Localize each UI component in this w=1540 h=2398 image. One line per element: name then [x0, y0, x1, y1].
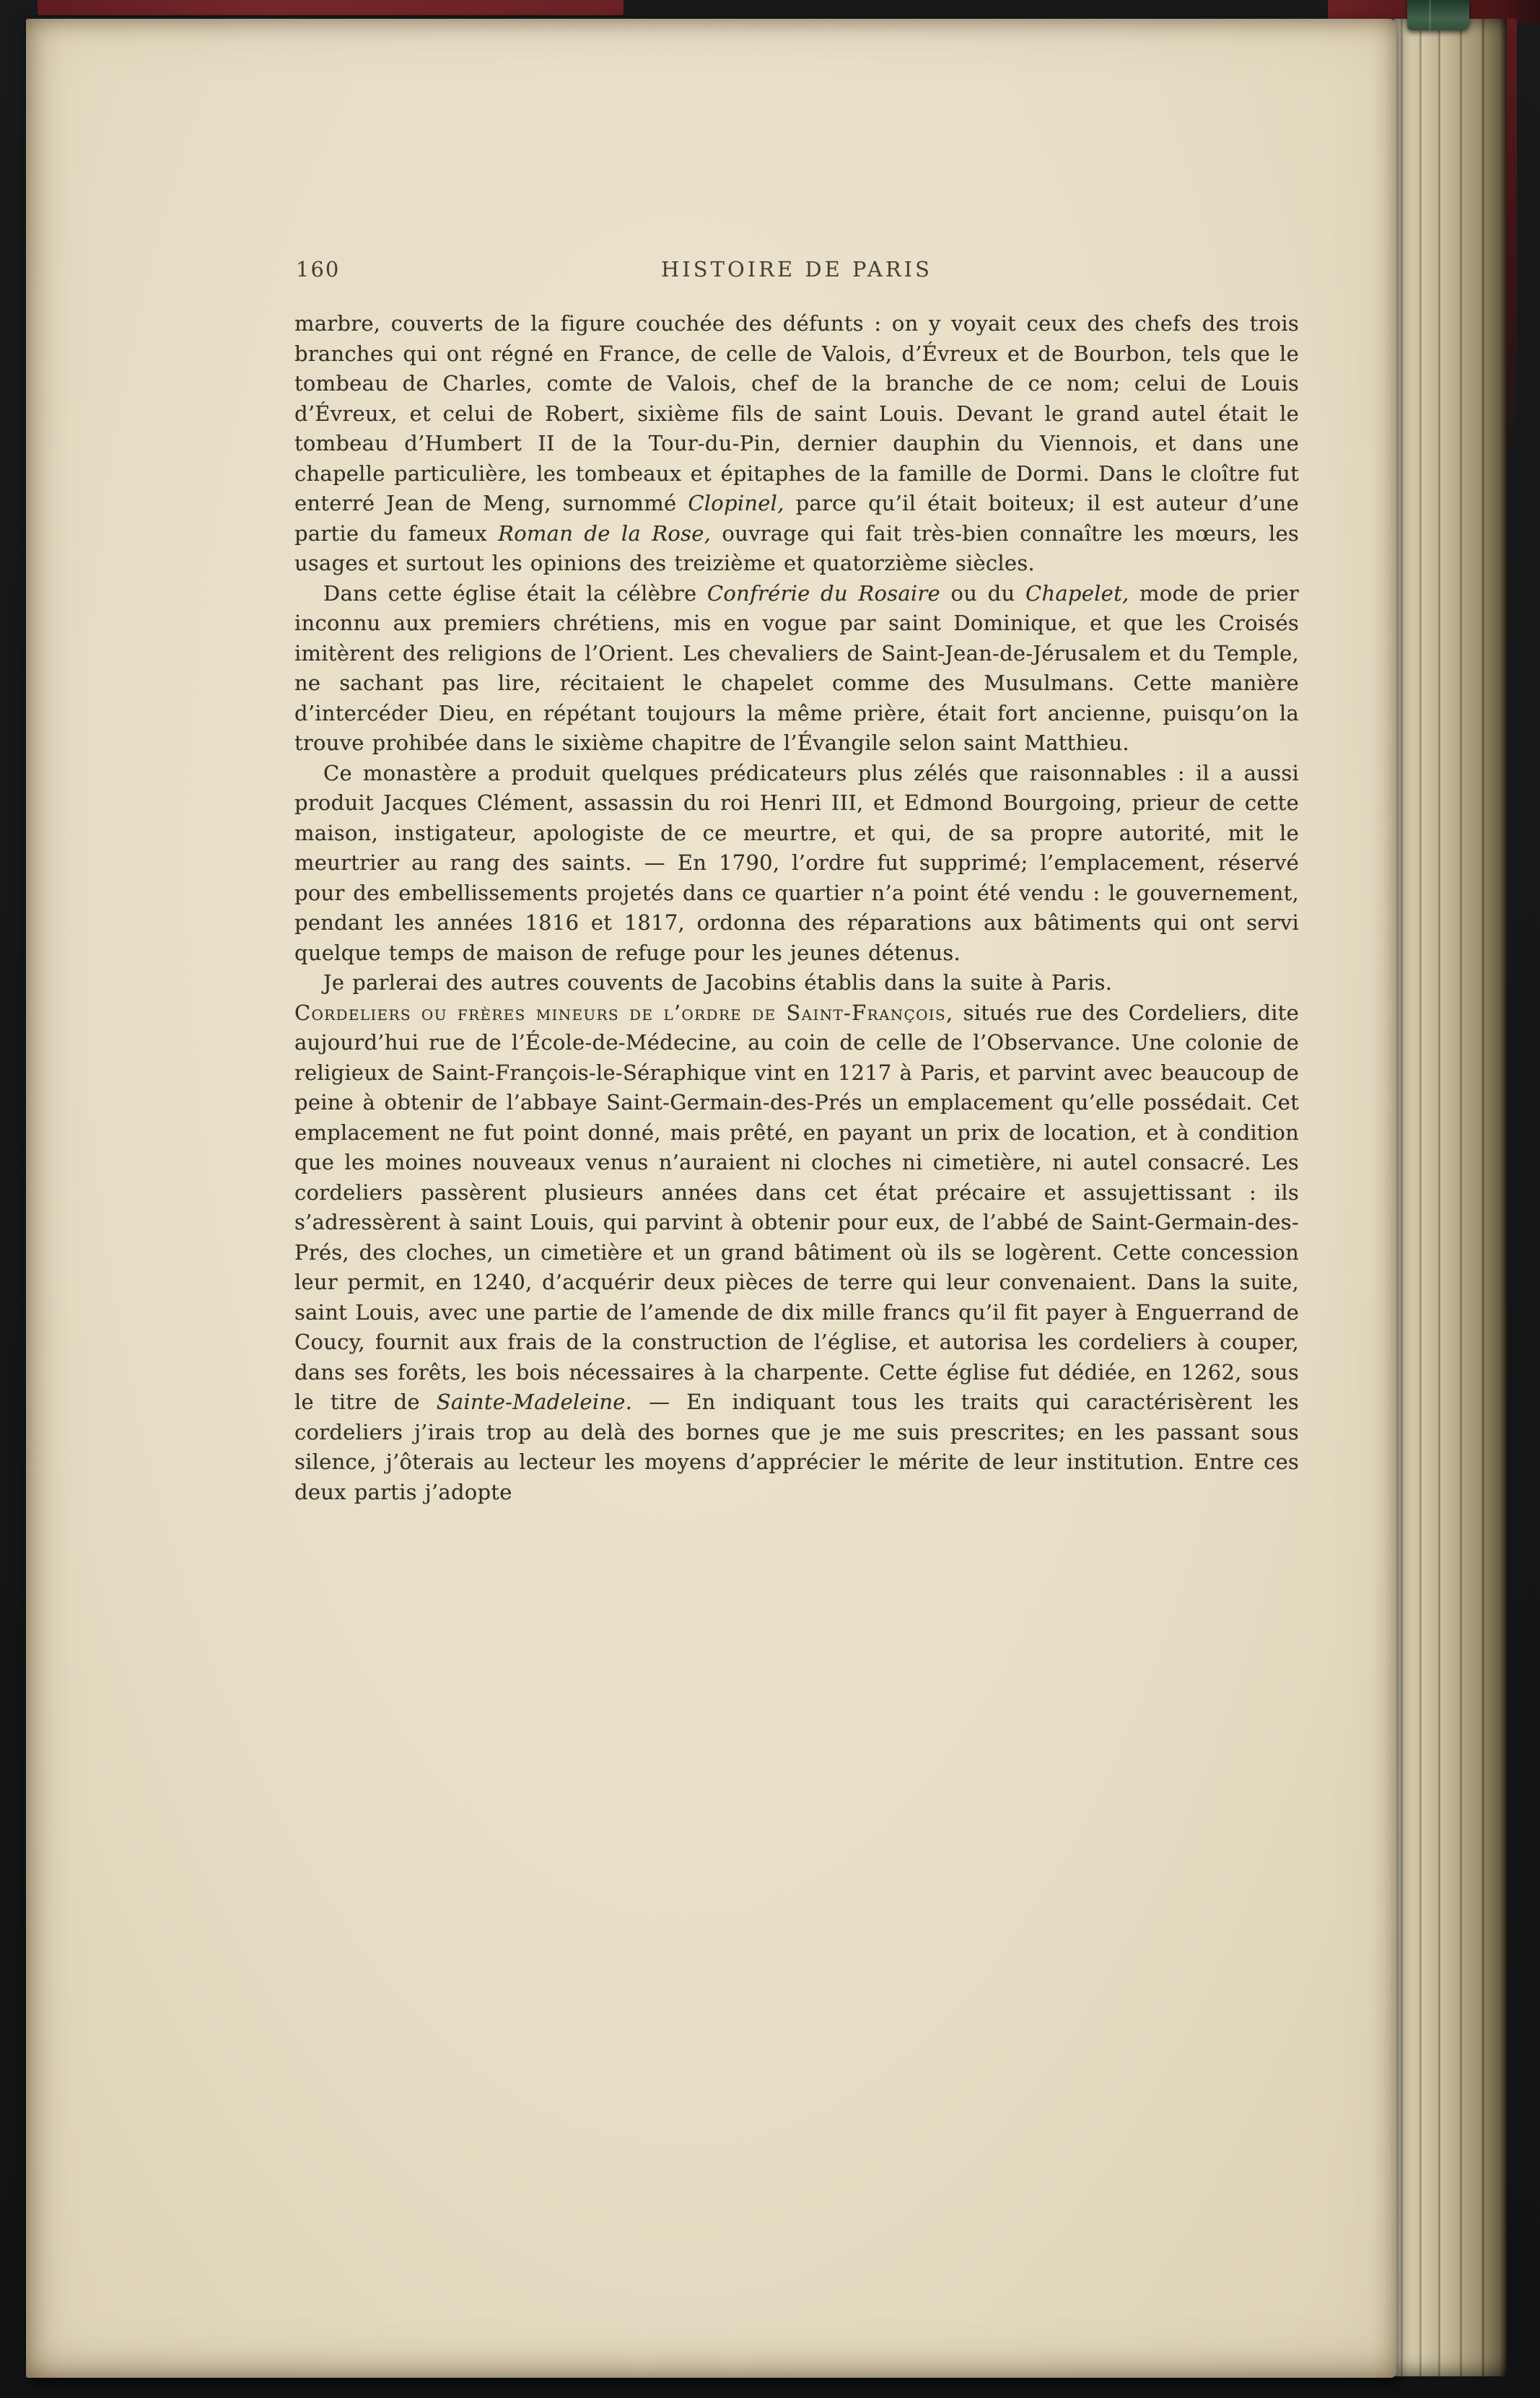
paragraph [294, 759, 1299, 969]
italic-text: Clopinel, [688, 491, 784, 515]
body-text: ou du [940, 580, 1025, 606]
italic-text: Roman de la Rose, [498, 520, 712, 546]
body-text: situés rue des Cordeliers, dite aujourd’hui rue de l’École-de-Médecine, au coin de celle de l’Observance. Une colonie de religieux de Saint-François-le-Séraphique vint en 1217 à Paris, et parvint avec beaucoup de peine à obtenir de l’abbaye Saint-Germain-des-Prés un emplacement qu’elle possédait. Cet emplacement ne fut point donné, mais prêté, en payant un prix de location, et à condition que les moines nouveaux venus n’auraient ni cloches ni cimetière, ni autel consacré. Les cordeliers passèrent plusieurs années dans cet état précaire et assujettissant : ils s’adressèrent à saint Louis, qui parvint à obtenir pour eux, de l’abbé de Saint-Germain-des-Prés, des cloches, un cimetière et un grand bâtiment où ils se logèrent. Cette concession leur permit, en 1240, d’acquérir deux pièces de terre qui leur convenaient. Dans la suite, saint Louis, avec une partie de l’amende de dix mille francs qu’il fit payer à Enguerrand de Coucy, fournit aux frais de la construction de l’église, et autorisa les cordeliers à couper, dans ses forêts, les bois nécessaires à la charpente. Cette église fut dédiée, en 1262, sous le titre de [294, 1000, 1299, 1414]
paragraph [294, 998, 1299, 1508]
body-text: — En indiquant tous les traits qui caractérisèrent les cordeliers j’irais trop au delà des bornes que je me suis prescrites; en les passant sous silence, j’ôterais au lecteur les moyens d’apprécier le mérite de leur institution. Entre ces deux partis j’adopte [294, 1390, 1299, 1504]
book-cover-edge-top-left [38, 0, 624, 15]
running-header: HISTOIRE DE PARIS [661, 257, 932, 282]
body-text: Ce monastère a produit quelques prédicateurs plus zélés que raisonnables : il a aussi produit Jacques Clément, assassin du roi Henri III, et Edmond Bourgoing, prieur de cette maison, instigateur, apologiste de ce meurtre, et qui, de sa propre autorité, mit le meurtrier au rang des saints. — En 1790, l’ordre fut supprimé; l’emplacement, réservé pour des embellissements projetés dans ce quartier n’a point été vendu : le gouvernement, pendant les années 1816 et 1817, ordonna des réparations aux bâtiments qui ont servi quelque temps de maison de refuge pour les jeunes détenus. [294, 760, 1299, 965]
body-text: Je parlerai des autres couvents de Jacobins établis dans la suite à Paris. [323, 970, 1113, 995]
italic-text: Confrérie du Rosaire [706, 580, 940, 606]
body-text: mode de prier inconnu aux premiers chrétiens, mis en vogue par saint Dominique, et que les Croisés imitèrent des religions de l’Orient. Les chevaliers de Saint-Jean-de-Jérusalem et du Temple, ne sachant pas lire, récitaient le chapelet comme des Musulmans. Cette manière d’intercéder Dieu, en répétant toujours la même prière, était fort ancienne, puisqu’on la trouve prohibée dans le sixième chapitre de l’Évangile selon saint Matthieu. [294, 580, 1300, 755]
page-header [294, 257, 1299, 287]
body-text: marbre, couverts de la figure couchée des défunts : on y voyait ceux des chefs des trois branches qui ont régné en France, de celle de Valois, d’Évreux et de Bourbon, tels que le tombeau de Charles, comte de Valois, chef de la branche de ce nom; celui de Louis d’Évreux, et celui de Robert, sixième fils de saint Louis. Devant le grand autel était le tombeau d’Humbert II de la Tour-du-Pin, dernier dauphin du Viennois, et dans une chapelle particulière, les tombeaux et épitaphes de la famille de Dormi. Dans le cloître fut enterré Jean de Meng, surnommé [294, 311, 1299, 515]
bookmark-ribbon-fold [1429, 0, 1431, 30]
italic-text: Sainte-Madeleine. [436, 1390, 633, 1414]
section-heading-smallcaps: Cordeliers ou frères mineurs de l’ordre de Saint-François, [294, 1000, 954, 1025]
book-cover-edge-right [1507, 19, 1517, 466]
paragraph [294, 579, 1299, 759]
body-text: parce qu’il était boiteux; il est auteur d’une partie du fameux [294, 491, 1299, 546]
page-text [294, 309, 1299, 1507]
body-text: ouvrage qui fait très-bien connaître les mœurs, les usages et surtout les opinions des treizième et quatorzième siècles. [294, 520, 1300, 575]
book-page [26, 19, 1396, 2378]
bookmark-ribbon [1407, 0, 1469, 30]
book-fore-edge-pages [1394, 19, 1507, 2376]
paragraph [294, 309, 1299, 579]
italic-text: Chapelet, [1025, 580, 1129, 606]
paragraph [294, 968, 1299, 998]
page-number: 160 [296, 257, 341, 282]
body-text: Dans cette église était la célèbre [323, 580, 707, 606]
